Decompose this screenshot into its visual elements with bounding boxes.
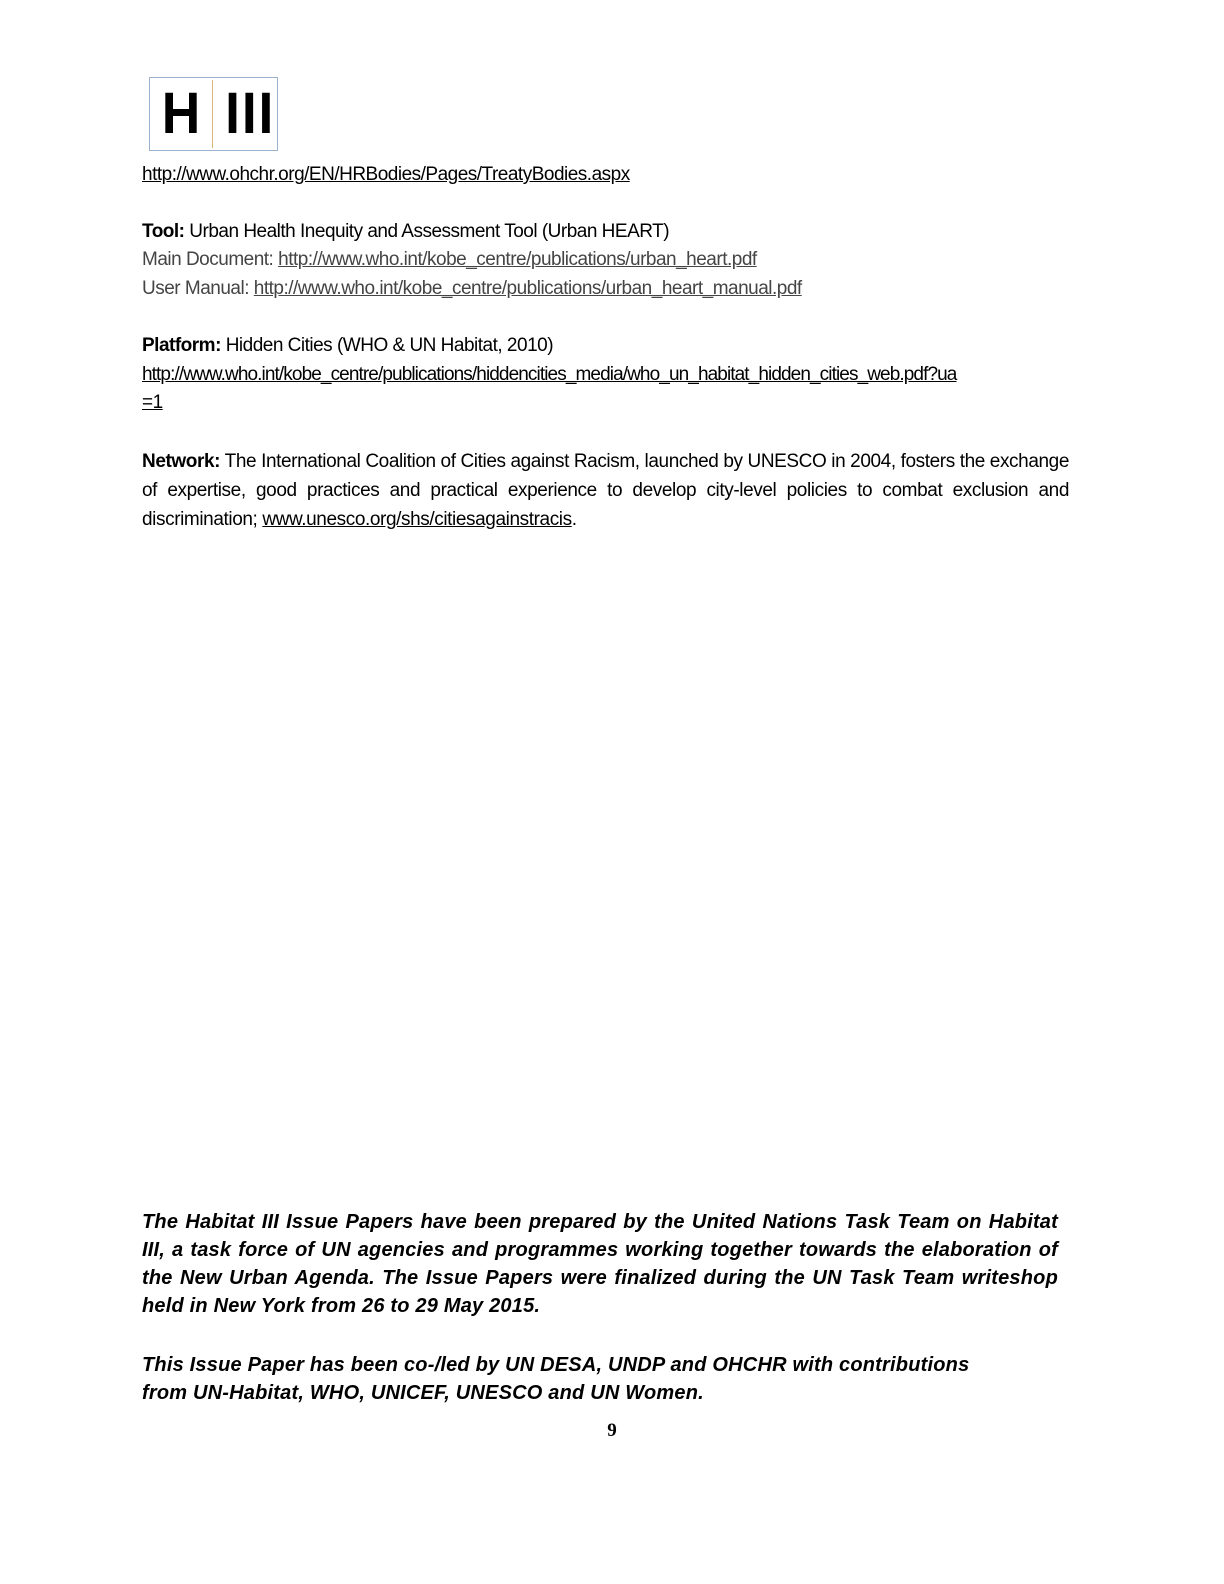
- logo-letters-iii: III: [224, 81, 275, 146]
- ohchr-link-line: [142, 164, 630, 186]
- unesco-cities-link[interactable]: www.unesco.org/shs/citiesagainstracis: [262, 509, 572, 530]
- network-paragraph: [142, 447, 1069, 534]
- page-number: 9: [607, 1420, 617, 1441]
- network-text: The International Coalition of Cities against Racism, launched by UNESCO in 2004, fosters the exchange of expertise, good practices and practical experience to develop city-level policies to combat exclusion and discrimination;: [142, 451, 1069, 530]
- co-led-note-line-2: from UN-Habitat, WHO, UNICEF, UNESCO and UN Women.: [142, 1382, 704, 1404]
- network-trailing-period: .: [571, 509, 577, 530]
- tool-line: [142, 221, 669, 243]
- platform-text: Hidden Cities (WHO & UN Habitat, 2010): [225, 335, 554, 356]
- user-manual-line: [142, 278, 802, 300]
- user-manual-label: User Manual:: [142, 278, 249, 299]
- ohchr-treaty-bodies-link[interactable]: http://www.ohchr.org/EN/HRBodies/Pages/TreatyBodies.aspx: [142, 164, 630, 185]
- tool-label: Tool:: [142, 221, 185, 242]
- network-label: Network:: [142, 451, 221, 472]
- main-document-label: Main Document:: [142, 249, 274, 270]
- urban-heart-pdf-link[interactable]: http://www.who.int/kobe_centre/publications/urban_heart.pdf: [278, 249, 757, 270]
- logo-divider: [212, 80, 213, 148]
- issue-papers-note: The Habitat III Issue Papers have been prepared by the United Nations Task Team on Habitat III, a task force of UN agencies and programmes working together towards the elaboration of the New Urban Agenda. The Issue Papers were finalized during the UN Task Team writeshop held in New York from 26 to 29 May 2015.: [142, 1211, 1058, 1317]
- main-document-line: [142, 249, 757, 271]
- platform-line: [142, 335, 553, 357]
- habitat-iii-logo: [149, 77, 278, 151]
- hidden-cities-link-line-1: [142, 364, 956, 386]
- hidden-cities-link-part-1[interactable]: http://www.who.int/kobe_centre/publications/hiddencities_media/who_un_habitat_hidden_cities_web.pdf?ua: [142, 364, 957, 385]
- hidden-cities-link-line-2: [142, 392, 163, 414]
- co-led-note-line-1: This Issue Paper has been co-/led by UN DESA, UNDP and OHCHR with contributions: [142, 1354, 970, 1376]
- urban-heart-manual-link[interactable]: http://www.who.int/kobe_centre/publications/urban_heart_manual.pdf: [253, 278, 802, 299]
- hidden-cities-link-part-2[interactable]: =1: [142, 392, 163, 413]
- tool-text: Urban Health Inequity and Assessment Tool (Urban HEART): [189, 221, 670, 242]
- logo-letter-h: H: [161, 81, 203, 146]
- platform-label: Platform:: [142, 335, 221, 356]
